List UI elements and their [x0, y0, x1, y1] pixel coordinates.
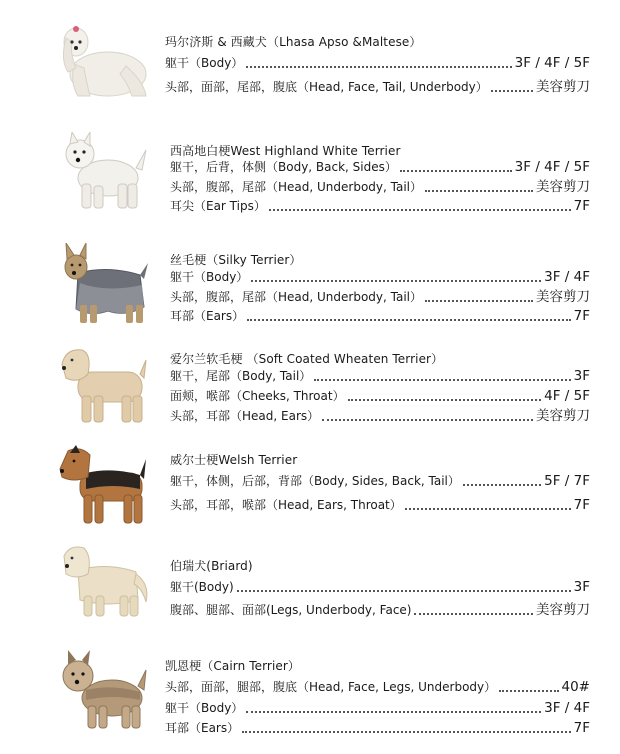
- blade-value: 美容剪刀: [536, 79, 590, 95]
- body-part-label: 躯干（Body）: [165, 56, 244, 70]
- body-part-label: 耳部（Ears）: [165, 721, 240, 735]
- dotted-leader: [491, 90, 533, 92]
- grooming-row: [170, 495, 590, 513]
- blade-value: 美容剪刀: [536, 289, 590, 305]
- grooming-row: [170, 406, 590, 424]
- blade-value: 美容剪刀: [536, 602, 590, 618]
- wheaten-terrier-dog-image: [56, 344, 152, 424]
- dotted-leader: [251, 280, 541, 282]
- grooming-row: [165, 677, 590, 695]
- body-part-label: 头部，面部，尾部，腹底（Head, Face, Tail, Underbody）: [165, 80, 488, 94]
- welsh-terrier-dog-image: [56, 443, 152, 525]
- blade-value: 7F: [573, 308, 590, 324]
- grooming-row: [165, 77, 590, 95]
- blade-value: 3F / 4F: [544, 700, 590, 716]
- blade-value: 7F: [573, 497, 590, 513]
- grooming-row: [170, 577, 590, 595]
- body-part-label: 躯干（Body）: [165, 701, 244, 715]
- maltese-dog-image: [56, 24, 152, 98]
- body-part-label: 躯干，后背，体侧（Body, Back, Sides）: [170, 160, 397, 174]
- cairn-terrier-dog-image: [56, 650, 152, 732]
- breed-title: 西高地白梗West Highland White Terrier: [170, 144, 401, 158]
- dotted-leader: [237, 590, 571, 592]
- body-part-label: 耳部（Ears）: [170, 309, 245, 323]
- blade-value: 40#: [561, 679, 590, 695]
- dotted-leader: [499, 690, 558, 692]
- dotted-leader: [414, 613, 533, 615]
- breed-title: 威尔士梗Welsh Terrier: [170, 453, 298, 467]
- grooming-row: [170, 600, 590, 618]
- grooming-row: [170, 287, 590, 305]
- breed-title: 玛尔济斯 & 西藏犬（Lhasa Apso &Maltese）: [165, 35, 422, 49]
- dotted-leader: [242, 731, 571, 733]
- dotted-leader: [425, 190, 533, 192]
- dotted-leader: [269, 209, 571, 211]
- grooming-row: [165, 698, 590, 716]
- blade-value: 3F: [573, 368, 590, 384]
- body-part-label: 腹部、腿部、面部(Legs, Underbody, Face): [170, 603, 412, 617]
- dotted-leader: [425, 300, 533, 302]
- blade-value: 7F: [573, 720, 590, 736]
- grooming-row: [170, 386, 590, 404]
- dotted-leader: [314, 379, 570, 381]
- blade-value: 5F / 7F: [544, 473, 590, 489]
- body-part-label: 头部，耳部（Head, Ears）: [170, 409, 320, 423]
- breed-title: 丝毛梗（Silky Terrier）: [170, 253, 302, 267]
- grooming-row: [170, 267, 590, 285]
- dotted-leader: [246, 66, 511, 68]
- grooming-row: [170, 471, 590, 489]
- dotted-leader: [348, 399, 542, 401]
- dotted-leader: [405, 508, 571, 510]
- dotted-leader: [247, 319, 571, 321]
- body-part-label: 面颊，喉部（Cheeks, Throat）: [170, 389, 345, 403]
- dotted-leader: [246, 711, 541, 713]
- body-part-label: 头部，腹部，尾部（Head, Underbody, Tail）: [170, 290, 423, 304]
- blade-value: 4F / 5F: [544, 388, 590, 404]
- breed-title: 伯瑞犬(Briard): [170, 559, 253, 573]
- blade-value: 3F / 4F / 5F: [514, 55, 590, 71]
- dotted-leader: [322, 419, 533, 421]
- grooming-row: [170, 157, 590, 175]
- briard-dog-image: [56, 544, 152, 618]
- body-part-label: 躯干（Body）: [170, 270, 249, 284]
- body-part-label: 躯干(Body): [170, 580, 234, 594]
- dotted-leader: [400, 170, 512, 172]
- grooming-row: [170, 366, 590, 384]
- grooming-row: [170, 196, 590, 214]
- dotted-leader: [463, 484, 541, 486]
- body-part-label: 躯干，体侧，后部，背部（Body, Sides, Back, Tail）: [170, 474, 460, 488]
- body-part-label: 耳尖（Ear Tips）: [170, 199, 266, 213]
- grooming-row: [165, 718, 590, 736]
- body-part-label: 头部，面部，腿部，腹底（Head, Face, Legs, Underbody）: [165, 680, 497, 694]
- blade-value: 美容剪刀: [536, 408, 590, 424]
- blade-value: 7F: [573, 198, 590, 214]
- breed-title: 凯恩梗（Cairn Terrier）: [165, 659, 300, 673]
- breed-title: 爱尔兰软毛梗 （Soft Coated Wheaten Terrier）: [170, 352, 444, 366]
- grooming-row: [170, 306, 590, 324]
- silky-terrier-dog-image: [56, 243, 152, 325]
- blade-value: 美容剪刀: [536, 179, 590, 195]
- grooming-row: [170, 177, 590, 195]
- body-part-label: 头部，腹部，尾部（Head, Underbody, Tail）: [170, 180, 423, 194]
- blade-value: 3F / 4F: [544, 269, 590, 285]
- grooming-row: [165, 53, 590, 71]
- blade-value: 3F: [573, 579, 590, 595]
- body-part-label: 躯干，尾部（Body, Tail）: [170, 369, 312, 383]
- westie-dog-image: [56, 132, 152, 212]
- blade-value: 3F / 4F / 5F: [514, 159, 590, 175]
- body-part-label: 头部，耳部，喉部（Head, Ears, Throat）: [170, 498, 402, 512]
